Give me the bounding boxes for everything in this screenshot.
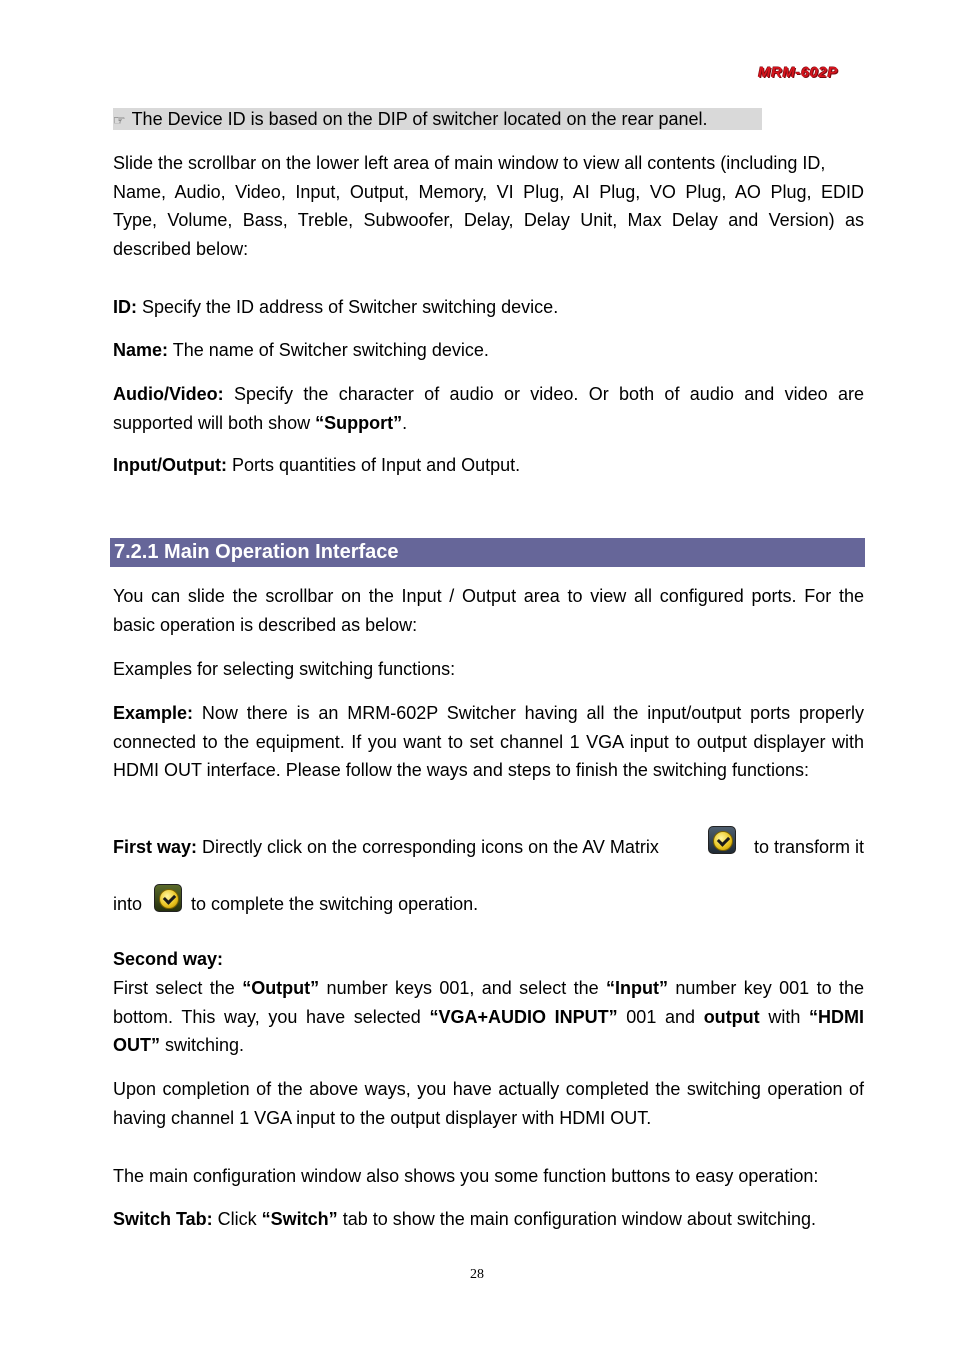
second-way-label bbox=[113, 945, 864, 974]
support-keyword: “Support” bbox=[315, 412, 403, 433]
text-run: Click bbox=[212, 1209, 262, 1229]
hdmi-keyword: “HDMI OUT” bbox=[113, 1006, 864, 1055]
switch-tab-label: Switch Tab: bbox=[113, 1209, 213, 1229]
completion-paragraph: Upon completion of the above ways, you have actually completed the switching operation of having channel 1 VGA input to the output displayer with HDMI OUT. bbox=[113, 1079, 864, 1128]
config-paragraph: The main configuration window also shows you some function buttons to easy operation: bbox=[113, 1166, 819, 1186]
first-way-text: Directly click on the corresponding icons on the AV Matrix bbox=[197, 837, 659, 857]
device-id-note bbox=[113, 108, 762, 130]
example-text: Now there is an MRM-602P Switcher having all the input/output ports properly connected to the equipment. If you want to set channel 1 VGA input to output displayer with HDMI OUT interface. Please follow the ways and steps to finish the switching functions: bbox=[113, 703, 864, 780]
intro-line: described below: bbox=[113, 238, 249, 259]
first-way-label: First way: bbox=[113, 837, 198, 857]
field-description: Specify the character of audio or video. Or both of audio and video are supported will both show bbox=[113, 384, 864, 433]
output-keyword: “Output” bbox=[242, 978, 320, 998]
vga-audio-keyword: “VGA+AUDIO INPUT” bbox=[429, 1006, 618, 1027]
note-text: The Device ID is based on the DIP of switcher located on the rear panel. bbox=[131, 109, 708, 129]
field-description: Ports quantities of Input and Output. bbox=[226, 455, 521, 475]
field-description: Specify the ID address of Switcher switching device. bbox=[137, 297, 559, 317]
example-label: Example: bbox=[113, 703, 194, 723]
field-label: Name: bbox=[113, 340, 169, 360]
intro-line: Type, Volume, Bass, Treble, Subwoofer, Delay, Delay Unit, Max Delay and Version) as bbox=[113, 210, 864, 230]
switch-tab-paragraph bbox=[113, 1205, 864, 1234]
into-word: into bbox=[113, 894, 143, 914]
text-run: number keys 001, and select the bbox=[319, 978, 606, 998]
text-run: 001 and bbox=[617, 1006, 704, 1027]
first-way-line bbox=[113, 833, 864, 862]
intro-line: Name, Audio, Video, Input, Output, Memory, VI Plug, AI Plug, VO Plug, AO Plug, EDID bbox=[113, 181, 864, 202]
matrix-selected-icon bbox=[154, 884, 182, 912]
field-id bbox=[113, 293, 864, 322]
second-way-heading: Second way: bbox=[113, 949, 224, 969]
output-word: output bbox=[703, 1006, 760, 1027]
field-label: ID: bbox=[113, 297, 137, 317]
field-audio-video bbox=[113, 380, 864, 437]
text-run: switching. bbox=[160, 1035, 245, 1055]
text-run: number key 001 to the bottom. This way, you have selected bbox=[113, 978, 864, 1027]
field-description: The name of Switcher switching device. bbox=[168, 340, 489, 360]
second-way-paragraph bbox=[113, 974, 864, 1060]
page-number: 28 bbox=[470, 1267, 484, 1282]
into-line bbox=[113, 890, 864, 919]
field-label: Input/Output: bbox=[113, 455, 227, 475]
scroll-paragraph: You can slide the scrollbar on the Input / Output area to view all configured ports. For the basic operation is described as below: bbox=[113, 586, 864, 635]
text-run: tab to show the main configuration window about switching. bbox=[337, 1209, 816, 1229]
text-run: First select the bbox=[113, 978, 243, 998]
intro-paragraph bbox=[113, 149, 864, 263]
field-name bbox=[113, 336, 864, 365]
intro-line: Slide the scrollbar on the lower left area of main window to view all contents (including ID, bbox=[113, 153, 826, 173]
into-end: to complete the switching operation. bbox=[191, 894, 479, 914]
page-logo: MRM-602P bbox=[758, 64, 838, 81]
matrix-unselected-icon bbox=[708, 826, 736, 854]
pointing-hand-icon: ☞ bbox=[113, 112, 126, 128]
field-input-output bbox=[113, 451, 864, 480]
first-way-end: to transform it bbox=[753, 837, 864, 857]
example-paragraph bbox=[113, 699, 864, 785]
text-run: with bbox=[759, 1006, 809, 1027]
sentence-end: . bbox=[402, 412, 408, 433]
input-keyword: “Input” bbox=[605, 978, 668, 998]
section-heading: 7.2.1 Main Operation Interface bbox=[110, 538, 865, 567]
switch-keyword: “Switch” bbox=[261, 1209, 338, 1229]
examples-intro: Examples for selecting switching functions: bbox=[113, 659, 456, 679]
field-label: Audio/Video: bbox=[113, 384, 224, 404]
